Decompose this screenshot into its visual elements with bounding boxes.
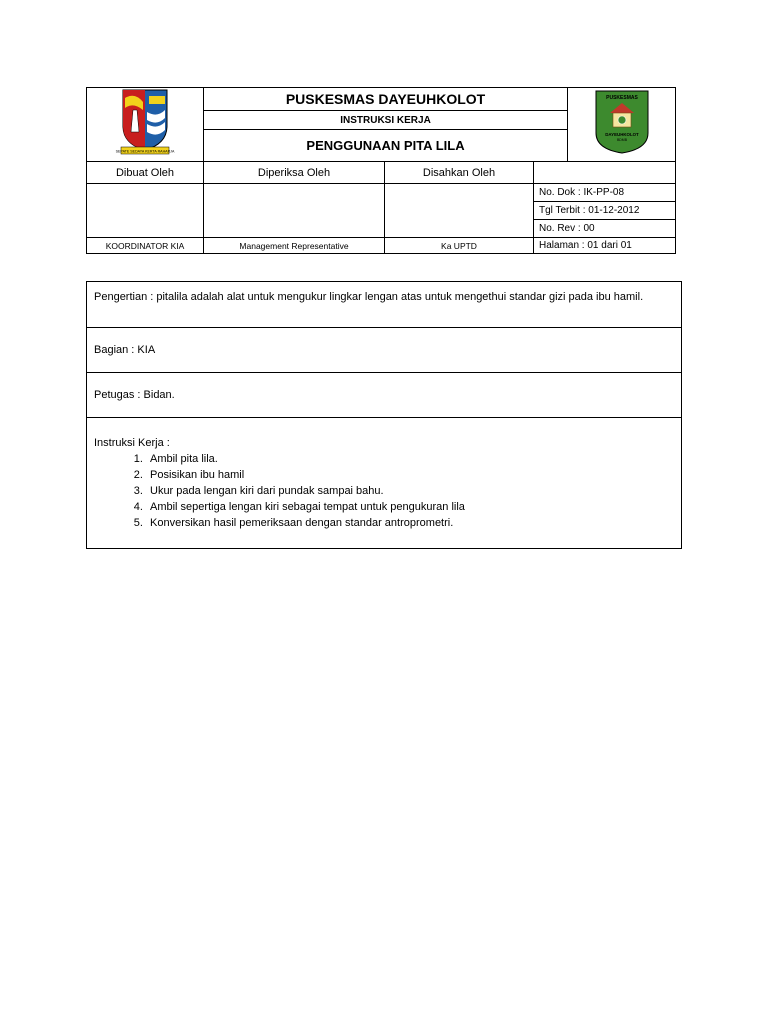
instruction-step: 4. Ambil sepertiga lengan kiri sebagai tempat untuk pengukuran lila [146,499,674,515]
role-management: Management Representative [204,238,385,254]
signature-approved-by [385,184,534,238]
section-officer [87,373,681,418]
department-text: Bagian : KIA [94,344,156,356]
right-logo-cell [568,88,676,162]
column-approved-by: Disahkan Oleh [385,162,534,184]
doc-title: PENGGUNAAN PITA LILA [204,129,568,161]
meta-empty-cell [534,162,676,184]
instructions-title: Instruksi Kerja : [94,437,170,449]
signature-checked-by [204,184,385,238]
instruction-step: 5. Konversikan hasil pemeriksaan dengan standar antroprometri. [146,515,674,531]
column-checked-by: Diperiksa Oleh [204,162,385,184]
role-ka-uptd: Ka UPTD [385,238,534,254]
instruction-steps-list [94,451,674,531]
emblem-bottom-text: DAYEUHKOLOT [604,132,639,137]
signature-made-by [87,184,204,238]
instruction-body [86,281,682,549]
doc-type: INSTRUKSI KERJA [204,111,568,130]
role-coordinator: KOORDINATOR KIA [87,238,204,254]
regency-crest-icon [113,88,177,156]
instruction-step: 1. Ambil pita lila. [146,451,674,467]
instruction-step: 2. Posisikan ibu hamil [146,467,674,483]
crest-motto-text: SEPATE SEDAYA KERTA RAHARJA [115,149,175,154]
left-logo-cell [87,88,204,162]
meta-tgl-terbit: Tgl Terbit : 01-12-2012 [534,202,676,220]
meta-no-dok: No. Dok : IK-PP-08 [534,184,676,202]
section-department [87,328,681,373]
emblem-sub-text: BDMB [616,138,627,142]
meta-no-rev: No. Rev : 00 [534,220,676,238]
document-header-table [86,87,676,254]
section-definition [87,282,681,328]
definition-text: Pengertian : pitalila adalah alat untuk mengukur lingkar lengan atas untuk mengethui standar gizi pada ibu hamil. [94,291,644,303]
puskesmas-emblem-icon [593,89,651,155]
section-instructions [87,418,681,548]
meta-halaman: Halaman : 01 dari 01 [534,238,676,254]
instruction-step: 3. Ukur pada lengan kiri dari pundak sampai bahu. [146,483,674,499]
emblem-top-text: PUSKESMAS [605,95,638,101]
org-name: PUSKESMAS DAYEUHKOLOT [204,88,568,111]
column-made-by: Dibuat Oleh [87,162,204,184]
officer-text: Petugas : Bidan. [94,389,175,401]
